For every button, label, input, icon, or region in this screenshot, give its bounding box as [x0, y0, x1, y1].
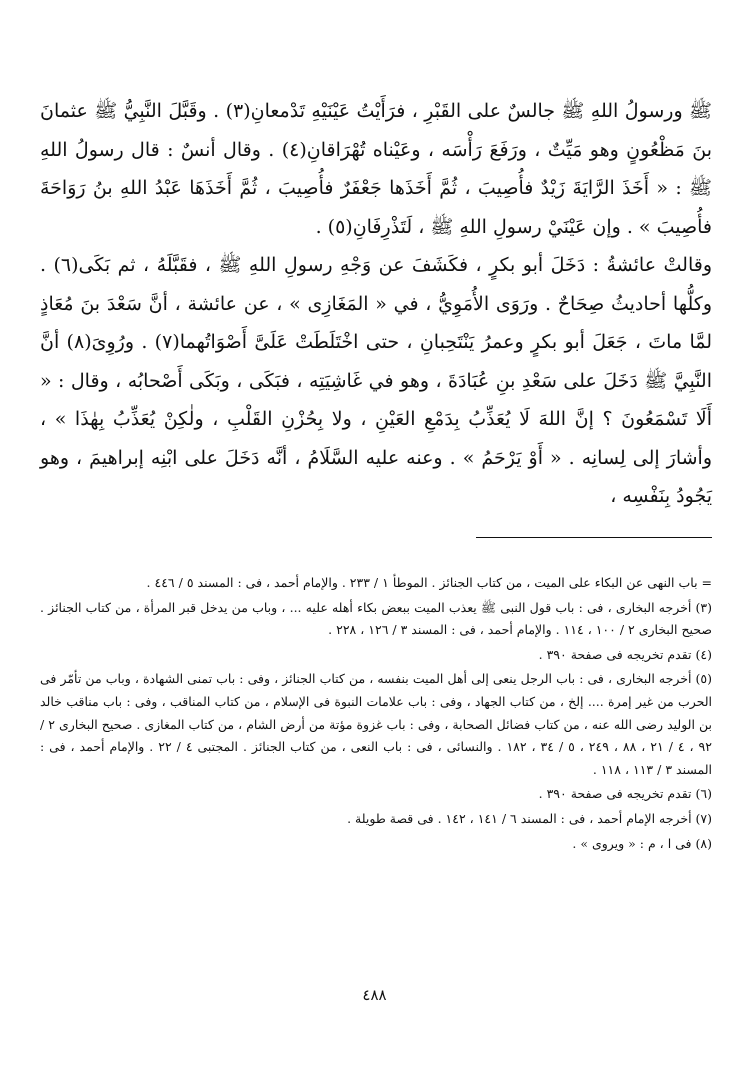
- footnote-6: (٦) تقدم تخريجه فى صفحة ٣٩٠ .: [538, 786, 712, 802]
- footnote-7: (٧) أخرجه الإمام أحمد ، فى : المسند ٦ / ١٤١ ، ١٤٢ . فى قصة طويلة .: [347, 810, 712, 826]
- main-paragraph-2: وقالتْ عائشةُ : دَخَلَ أبو بكرٍ ، فكَشَفَ عن وَجْهِ رسولِ اللهِ ﷺ ، فقَبَّلَهُ ، ثم بَكَى(٦) . وكلُّها أحاديثُ صِحَاحٌ . ورَوَى الأُمَوِيُّ ، في « المَغَازِى » ، عن عائشة ، أنَّ سَعْدَ بنَ مُعَاذٍ لمَّا ماتَ ، جَعَلَ أبو بكرٍ وعمرُ يَنْتَحِبانِ ، حتى اخْتَلَطَتْ عَلَىَّ أَصْوَاتُهما(٧) . ورُوِىَ(٨) أنَّ النَّبِيَّ ﷺ دَخَلَ على سَعْدِ بنِ عُبَادَةَ ، وهو في غَاشِيَتِه ، فبَكَى ، وبَكَى أَصْحابُه ، وقال : « أَلَا تَسْمَعُونَ ؟ إنَّ اللهَ لَا يُعَذِّبُ بِدَمْعِ العَيْنِ ، ولا بِحُزْنِ القَلْبِ ، ولٰكِنْ يُعَذِّبُ بِهٰذَا » ، وأشارَ إلى لِسانِه . « أَوْ يَرْحَمُ » . وعنه عليه السَّلَامُ ، أنَّه دَخَلَ على ابْنِه إبراهيمَ ، وهو يَجُودُ بِنَفْسِه ،: [40, 254, 713, 507]
- page-number: ٤٨٨: [362, 986, 387, 1004]
- footnote-8: (٨) فى ا ، م : « ويروى » .: [572, 835, 712, 851]
- main-text-body: [40, 92, 712, 516]
- footnote-3: (٣) أخرجه البخارى ، فى : باب قول النبى ﷺ يعذب الميت ببعض بكاء أهله عليه ... ، وباب من يدخل قبر المرأة ، من كتاب الجنائز . صحيح البخارى ٢ / ١٠٠ ، ١١٤ . والإمام أحمد ، فى : المسند ٣ / ١٢٦ ، ٢٢٨ .: [40, 599, 712, 638]
- footnote-separator: [476, 537, 712, 538]
- main-paragraph-1: ﷺ ورسولُ اللهِ ﷺ جالسٌ على القَبْرِ ، فرَأَيْتُ عَيْنَيْهِ تَدْمعانِ(٣) . وقَبَّلَ النَّبِيُّ ﷺ عثمانَ بنَ مَظْعُونٍ وهو مَيِّتٌ ، ورَفَعَ رَأْسَه ، وعَيْناه تُهْرَاقانِ(٤) . وقال أنسٌ : قال رسولُ اللهِ ﷺ : « أَخَذَ الرَّايَةَ زَيْدٌ فأُصِيبَ ، ثُمَّ أَخَذَها جَعْفَرٌ فأُصِيبَ ، ثُمَّ أَخَذَهَا عَبْدُ اللهِ بنُ رَوَاحَةَ فأُصِيبَ » . وإن عَيْنَيْ رسولِ اللهِ ﷺ ، لَتَذْرِفَانِ(٥) .: [40, 100, 712, 238]
- footnote-continuation: = باب النهى عن البكاء على الميت ، من كتاب الجنائز . الموطأ ١ / ٢٣٣ . والإمام أحمد ، فى : المسند ٥ / ٤٤٦ .: [146, 575, 712, 590]
- footnote-5: (٥) أخرجه البخارى ، فى : باب الرجل ينعى إلى أهل الميت بنفسه ، من كتاب الجنائز ، وفى : باب تمنى الشهادة ، وباب من تأمّر فى الحرب من غير إمرة .... إلخ ، من كتاب الجهاد ، وفى : باب علامات النبوة فى الإسلام ، من كتاب المناقب ، وفى : باب مناقب خالد بن الوليد رضى الله عنه ، من كتاب فضائل الصحابة ، وفى : باب غزوة مؤتة من أرض الشام ، من كتاب المغازى . صحيح البخارى ٢ / ٩٢ ، ٤ / ٢١ ، ٨٨ ، ٢٤٩ ، ٥ / ٣٤ ، ١٨٢ . والنسائى ، فى : باب النعى ، من كتاب الجنائز . المجتبى ٤ / ٢٢ . والإمام أحمد ، فى : المسند ٣ / ١١٣ ، ١١٨ .: [40, 671, 712, 777]
- footnotes: [40, 572, 712, 857]
- footnote-4: (٤) تقدم تخريجه فى صفحة ٣٩٠ .: [538, 646, 712, 662]
